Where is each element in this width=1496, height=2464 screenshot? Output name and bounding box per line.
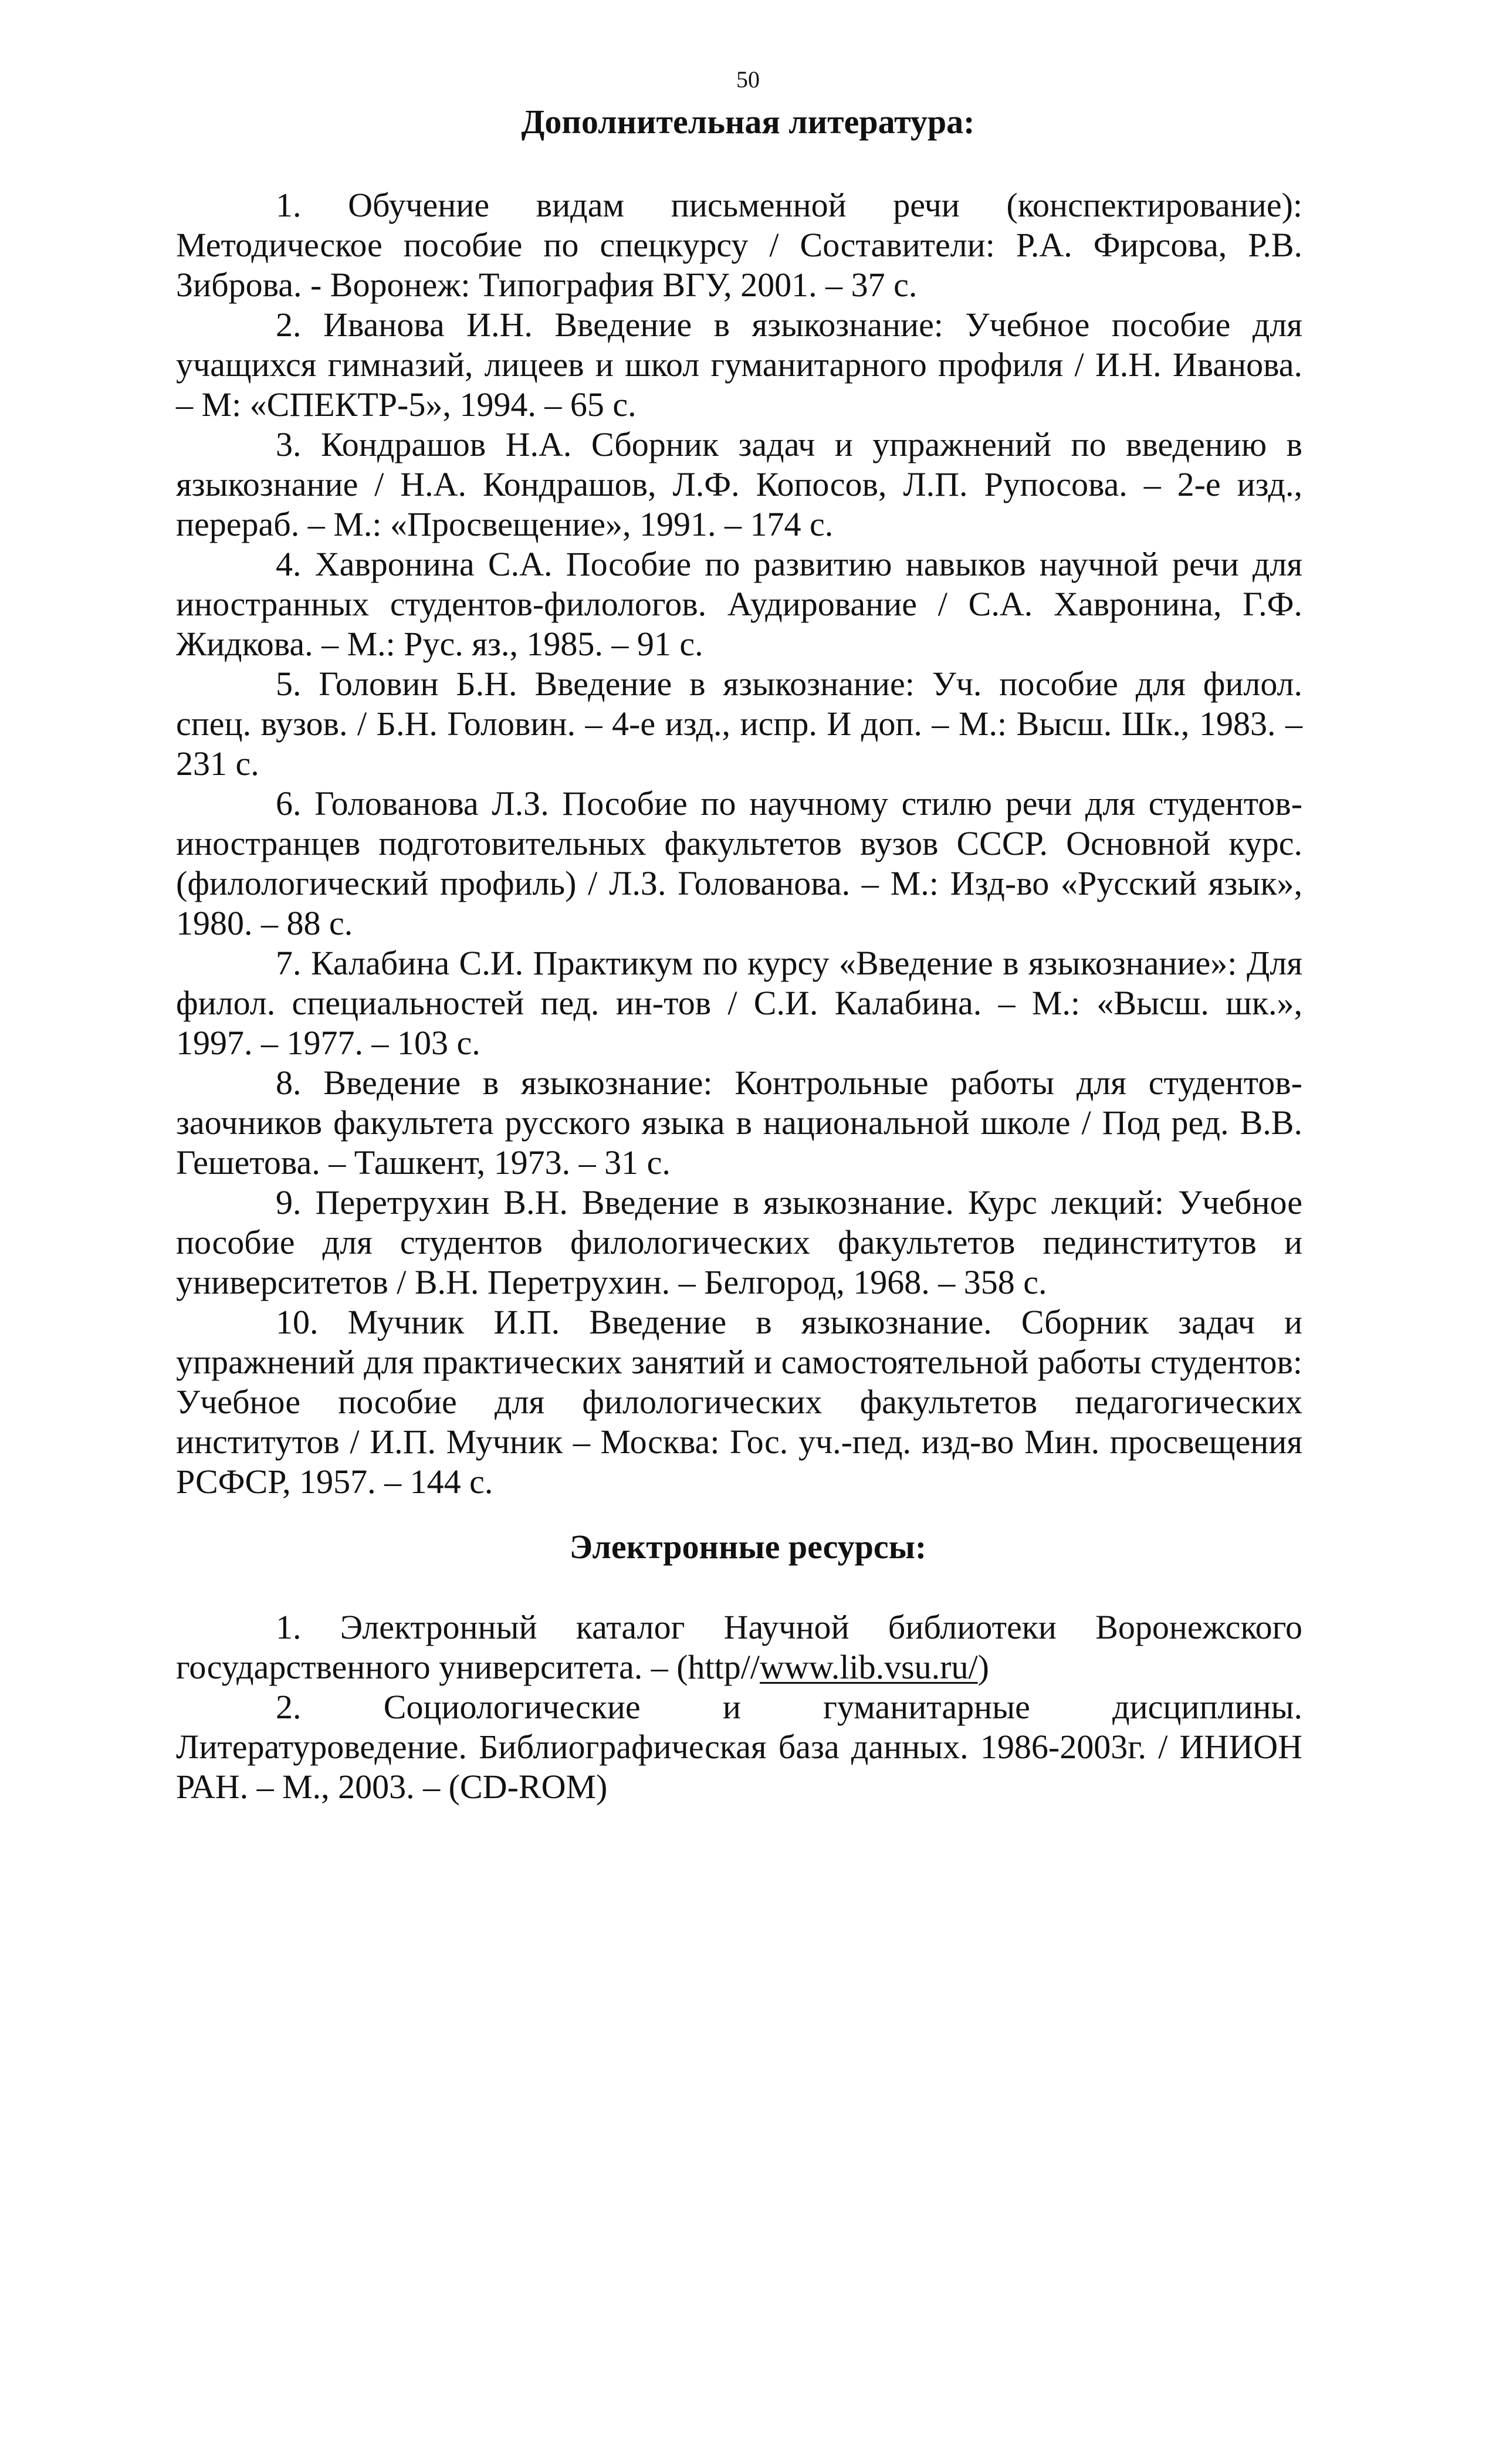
item-text-end: ) bbox=[977, 1648, 989, 1686]
item-text: Электронный каталог Научной библиотеки Воронежского государственного университета. – (http// bbox=[176, 1608, 1303, 1686]
literature-item bbox=[176, 1063, 1302, 1183]
item-text: Хавронина С.А. Пособие по развитию навыков научной речи для иностранных студентов-филологов. Аудирование / С.А. Хавронина, Г.Ф. Жидкова. – М.: Рус. яз., 1985. – 91 с. bbox=[176, 545, 1303, 663]
additional-literature-list bbox=[176, 185, 1302, 1502]
item-number: 1. bbox=[276, 1608, 302, 1646]
literature-item bbox=[176, 1302, 1302, 1502]
literature-item bbox=[176, 1183, 1302, 1302]
item-text: Перетрухин В.Н. Введение в языкознание. Курс лекций: Учебное пособие для студентов филологических факультетов пединститутов и университетов / В.Н. Перетрухин. – Белгород, 1968. – 358 с. bbox=[176, 1183, 1302, 1301]
item-text: Калабина С.И. Практикум по курсу «Введение в языкознание»: Для филол. специальностей пед. ин-тов / С.И. Калабина. – М.: «Высш. шк.», 1997. – 1977. – 103 с. bbox=[176, 944, 1303, 1062]
literature-item bbox=[176, 544, 1302, 664]
literature-item bbox=[176, 425, 1302, 544]
item-number: 6. bbox=[276, 784, 302, 823]
item-number: 1. bbox=[276, 186, 302, 224]
electronic-resources-list bbox=[176, 1607, 1302, 1807]
item-number: 3. bbox=[276, 425, 302, 463]
item-number: 8. bbox=[276, 1064, 302, 1102]
page-number: 50 bbox=[736, 66, 760, 93]
item-text: Введение в языкознание: Контрольные работы для студентов-заочников факультета русского языка в национальной школе / Под ред. В.В. Гешетова. – Ташкент, 1973. – 31 с. bbox=[176, 1064, 1302, 1182]
literature-item bbox=[176, 185, 1302, 305]
literature-item bbox=[176, 305, 1302, 425]
item-text: Обучение видам письменной речи (конспектирование): Методическое пособие по спецкурсу / Составители: Р.А. Фирсова, Р.В. Зиброва. - Воронеж: Типография ВГУ, 2001. – 37 с. bbox=[176, 186, 1303, 304]
item-text: Иванова И.Н. Введение в языкознание: Учебное пособие для учащихся гимназий, лицеев и школ гуманитарного профиля / И.Н. Иванова. – М: «СПЕКТР-5», 1994. – 65 с. bbox=[176, 306, 1302, 424]
literature-item bbox=[176, 943, 1302, 1063]
item-text: Головин Б.Н. Введение в языкознание: Уч. пособие для филол. спец. вузов. / Б.Н. Головин. – 4-е изд., испр. И доп. – М.: Высш. Шк., 1983. – 231 с. bbox=[176, 665, 1302, 783]
item-number: 9. bbox=[276, 1183, 302, 1221]
item-text: Кондрашов Н.А. Сборник задач и упражнений по введению в языкознание / Н.А. Кондрашов, Л.Ф. Копосов, Л.П. Рупосова. – 2-е изд., перераб. – М.: «Просвещение», 1991. – 174 с. bbox=[176, 425, 1303, 543]
additional-literature-heading: Дополнительная литература: bbox=[521, 103, 975, 141]
item-number: 5. bbox=[276, 665, 302, 703]
item-text: Голованова Л.З. Пособие по научному стилю речи для студентов-иностранцев подготовительных факультетов вузов СССР. Основной курс. (филологический профиль) / Л.З. Голованова. – М.: Изд-во «Русский язык», 1980. – 88 с. bbox=[176, 784, 1303, 942]
literature-item bbox=[176, 784, 1302, 943]
item-text: Мучник И.П. Введение в языкознание. Сборник задач и упражнений для практических занятий и самостоятельной работы студентов: Учебное пособие для филологических факультетов педагогических институтов / И.П. Мучник – Москва: Гос. уч.-пед. изд-во Мин. просвещения РСФСР, 1957. – 144 с. bbox=[176, 1303, 1302, 1501]
electronic-resources-heading: Электронные ресурсы: bbox=[569, 1528, 927, 1566]
item-text: Социологические и гуманитарные дисциплины. Литературоведение. Библиографическая база данных. 1986-2003г. / ИНИОН РАН. – М., 2003. – (CD-ROM) bbox=[176, 1688, 1302, 1806]
item-number: 10. bbox=[276, 1303, 319, 1341]
resource-item bbox=[176, 1687, 1302, 1807]
literature-item bbox=[176, 664, 1302, 784]
library-catalog-link[interactable]: www.lib.vsu.ru/ bbox=[759, 1648, 978, 1686]
item-number: 7. bbox=[276, 944, 302, 982]
item-number: 2. bbox=[276, 306, 302, 344]
resource-item bbox=[176, 1607, 1302, 1687]
item-number: 2. bbox=[276, 1688, 302, 1726]
item-number: 4. bbox=[276, 545, 302, 583]
